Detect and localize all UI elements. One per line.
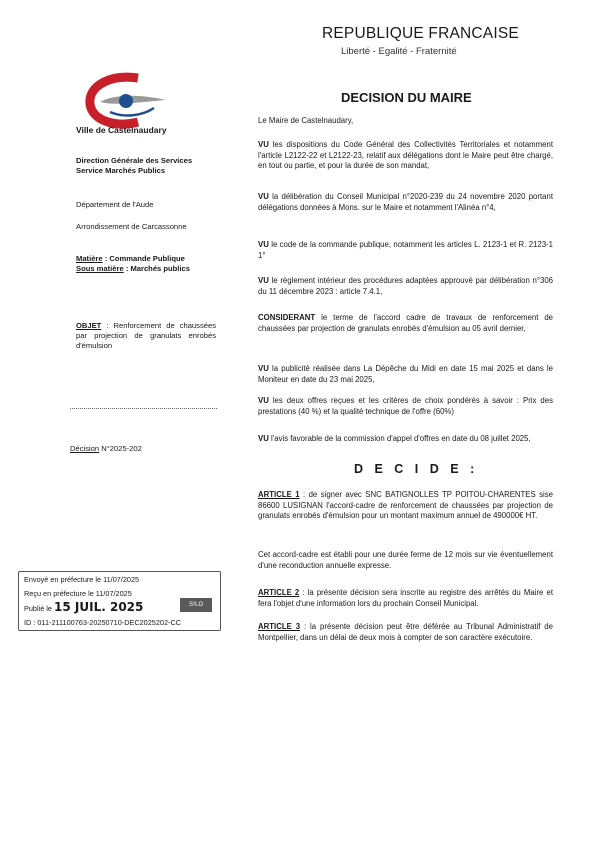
service-label: Service Marchés Publics <box>76 166 166 175</box>
body-intro: Le Maire de Castelnaudary, <box>258 116 354 125</box>
vu-lead: VU <box>258 364 269 373</box>
considerant-text: le terme de l'accord cadre de travaux de renforcement de chaussées par projection de granulats enrobés d'émulsion au 05 avril dernier, <box>258 313 553 333</box>
city-name: Ville de Castelnaudary <box>76 125 167 135</box>
stamp-published-date: 15 JUIL. 2025 <box>54 600 144 614</box>
vu-lead: VU <box>258 240 269 249</box>
vu-paragraph-7 <box>258 396 553 417</box>
considerant-lead: CONSIDERANT <box>258 313 316 322</box>
motto: Liberté - Egalité - Fraternité <box>341 46 457 57</box>
stamp-sent: Envoyé en préfecture le 11/07/2025 <box>24 575 140 584</box>
article-1 <box>258 490 553 522</box>
vu-lead: VU <box>258 434 269 443</box>
vu-text: la publicité réalisée dans La Dépêche du Midi en date 15 mai 2025 et dans le Moniteur en date du 23 mai 2025, <box>258 364 553 384</box>
document-title: DECISION DU MAIRE <box>341 90 472 105</box>
vu-paragraph-3 <box>258 240 553 261</box>
sous-matiere-label: Sous matière <box>76 264 124 273</box>
s2lo-badge <box>180 598 212 612</box>
matiere-value: : Commande Publique <box>102 254 185 263</box>
article-2 <box>258 588 553 609</box>
decision-value: N°2025-202 <box>99 444 142 453</box>
vu-paragraph-6 <box>258 364 553 385</box>
article-label: ARTICLE 1 <box>258 490 300 499</box>
vu-text: les deux offres reçues et les critères de choix pondérés à savoir : Prix des prestations (40 %) et la qualité technique de l'offre (60%) <box>258 396 553 416</box>
vu-paragraph-2 <box>258 192 553 213</box>
city-logo <box>80 72 170 130</box>
sous-matiere-value: : Marchés publics <box>123 264 190 273</box>
article-1-continued: Cet accord-cadre est établi pour une durée ferme de 12 mois sur vie éventuellement d'une reconduction annuelle expresse. <box>258 550 553 570</box>
departement-label: Département de l'Aude <box>76 200 154 209</box>
direction-label: Direction Générale des Services <box>76 156 193 165</box>
considerant-paragraph <box>258 313 553 334</box>
vu-paragraph-8 <box>258 434 553 445</box>
matiere-line <box>76 254 185 264</box>
sous-matiere-line <box>76 264 190 274</box>
arrondissement-label: Arrondissement de Carcassonne <box>76 222 187 231</box>
vu-text: le code de la commande publique, notamment les articles L. 2123-1 et R. 2123-1 1° <box>258 240 553 260</box>
objet-value: : Renforcement de chaussées par projection de granulats enrobés d'émulsion <box>76 321 216 350</box>
article-label: ARTICLE 3 <box>258 622 301 631</box>
republic-heading: REPUBLIQUE FRANCAISE <box>322 25 519 42</box>
vu-text: l'avis favorable de la commission d'appel d'offres en date du 08 juillet 2025, <box>268 434 531 443</box>
vu-text: la délibération du Conseil Municipal n°2020-239 du 24 novembre 2020 portant délégations données à Mons. sur le Maire et notamment l'Alinéa n°4, <box>258 192 553 212</box>
stamp-published-label: Publié le <box>24 604 52 613</box>
matiere-label: Matière <box>76 254 103 263</box>
article-text: : de signer avec SNC BATIGNOLLES TP POITOU-CHARENTES sise 86600 LUSIGNAN l'accord-cadre de renforcement de chaussées par projection de granulats enrobés d'émulsion pour un montant maximum annuel de 490000€ HT. <box>258 490 553 521</box>
badge-text: S²LO <box>188 602 203 608</box>
objet-block <box>76 321 216 351</box>
stamp-id: ID : 011-211100763-20250710-DEC2025202-CC <box>24 618 181 627</box>
vu-lead: VU <box>258 192 269 201</box>
stamp-received: Reçu en préfecture le 11/07/2025 <box>24 589 132 598</box>
vu-paragraph-1 <box>258 140 553 172</box>
article-text: : la présente décision sera inscrite au registre des arrêtés du Maire et fera l'objet d'une information lors du prochain Conseil Municipal. <box>258 588 553 608</box>
article-text: : la présente décision peut être déférée au Tribunal Administratif de Montpellier, dans un délai de deux mois à compter de son caractère exécutoire. <box>258 622 553 642</box>
vu-lead: VU <box>258 140 269 149</box>
divider <box>70 408 217 409</box>
objet-label: OBJET <box>76 321 102 330</box>
article-3 <box>258 622 553 643</box>
stamp-published <box>24 602 143 614</box>
decision-label: Décision <box>70 444 100 453</box>
decide-heading: D E C I D E : <box>354 462 479 476</box>
vu-lead: VU <box>258 396 269 405</box>
vu-text: le règlement intérieur des procédures adaptées approuvé par délibération n°306 du 11 décembre 2023 : article 7.4.1, <box>258 276 553 296</box>
vu-lead: VU <box>258 276 269 285</box>
vu-paragraph-4 <box>258 276 553 297</box>
article-label: ARTICLE 2 <box>258 588 300 597</box>
decision-number <box>70 444 142 454</box>
vu-text: les dispositions du Code Général des Collectivités Territoriales et notamment l'article L2122-22 et L2122-23, relatif aux délégations dont le Maire peut être chargé, en tout ou partie, et pour la durée de son mandat, <box>258 140 553 171</box>
